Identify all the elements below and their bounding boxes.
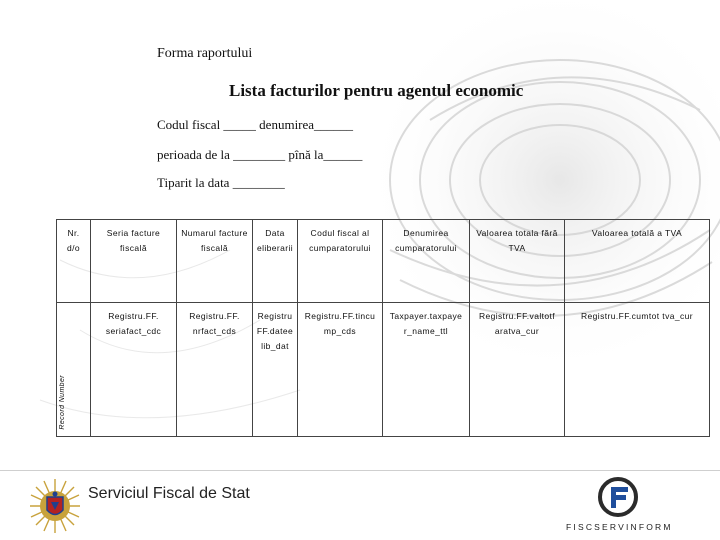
column-header: Valoarea totală a TVA bbox=[565, 220, 710, 303]
print-date-line: Tiparit la data ________ bbox=[157, 175, 285, 190]
column-header: Seria facture fiscală bbox=[91, 220, 177, 303]
column-header: Codul fiscal al cumparatorului bbox=[298, 220, 383, 303]
column-header: Valoarea totala fără TVA bbox=[470, 220, 565, 303]
column-header: Numarul facture fiscală bbox=[177, 220, 253, 303]
table-cell: Registru.FF.cumtot tva_cur bbox=[565, 303, 710, 437]
period-line: perioada de la ________ pînă la______ bbox=[157, 147, 363, 162]
record-number-label: Record Number bbox=[59, 375, 66, 430]
table-row bbox=[57, 303, 710, 437]
table-header-row bbox=[57, 220, 710, 303]
organization-name: Serviciul Fiscal de Stat bbox=[88, 485, 250, 502]
table-cell: Taxpayer.taxpaye r_name_ttl bbox=[383, 303, 470, 437]
state-fiscal-service-emblem-icon bbox=[28, 477, 82, 535]
table-cell: Registru.FF. nrfact_cds bbox=[177, 303, 253, 437]
table-cell: Registru FF.datee lib_dat bbox=[253, 303, 298, 437]
table-cell bbox=[57, 303, 91, 437]
partner-name: FISCSERVINFORM bbox=[566, 522, 673, 532]
fiscal-code-line: Codul fiscal _____ denumirea______ bbox=[157, 117, 354, 132]
fiscservinform-logo-icon bbox=[598, 477, 638, 517]
footer-divider bbox=[0, 470, 720, 471]
column-header: Data eliberarii bbox=[253, 220, 298, 303]
table-cell: Registru.FF.valtotf aratva_cur bbox=[470, 303, 565, 437]
report-title: Lista facturilor pentru agentul economic bbox=[229, 81, 524, 100]
table-cell: Registru.FF. seriafact_cdc bbox=[91, 303, 177, 437]
invoice-report-table bbox=[56, 219, 710, 437]
column-header: Nr. d/o bbox=[57, 220, 91, 303]
column-header: Denumirea cumparatorului bbox=[383, 220, 470, 303]
report-form-label: Forma raportului bbox=[157, 46, 253, 61]
table-cell: Registru.FF.tincu mp_cds bbox=[298, 303, 383, 437]
